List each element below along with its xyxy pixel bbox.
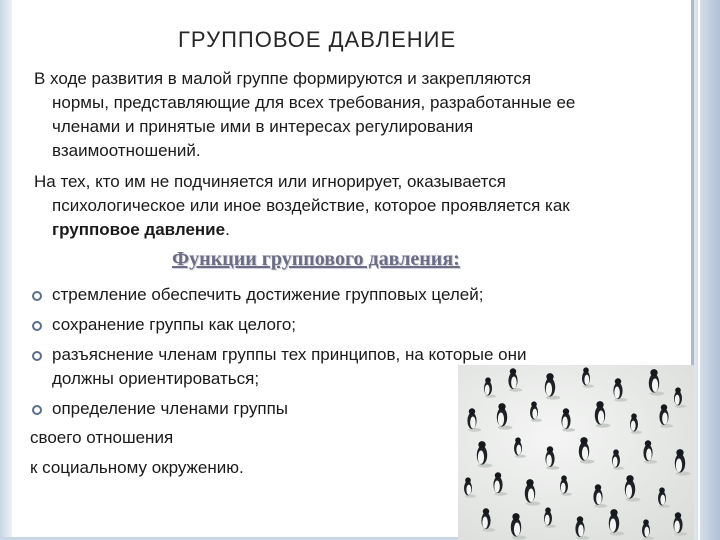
penguin-figure: [674, 387, 686, 407]
paragraph-line: психологическое или иное воздействие, которое проявляется как: [52, 196, 570, 215]
slide-frame-right: [691, 0, 720, 540]
bullet-circle-icon: [32, 291, 42, 301]
list-item-text: стремление обеспечить достижение групповых целей;: [52, 285, 484, 304]
list-item-text: сохранение группы как целого;: [52, 315, 297, 334]
list-item-text: определение членами группы: [52, 399, 289, 418]
list-item-text: разъяснение членам группы тех принципов, на которые они: [52, 345, 527, 364]
penguins-illustration: [458, 365, 694, 540]
paragraph-line: членами и принятые ими в интересах регулирования: [52, 117, 474, 136]
functions-subheading: Функции группового давления:: [172, 248, 460, 270]
penguin-figure: [630, 413, 642, 433]
paragraph-line: В ходе развития в малой группе формируются и закрепляются: [34, 69, 532, 88]
penguin-figure: [464, 477, 476, 497]
slide-frame-left: [0, 0, 12, 540]
penguin-figure: [658, 487, 670, 507]
penguins-photo: [458, 365, 694, 540]
penguin-figure: [649, 369, 665, 396]
slide-title: ГРУППОВОЕ ДАВЛЕНИЕ: [178, 27, 457, 52]
list-item: [30, 283, 670, 307]
penguin-figure: [545, 373, 561, 400]
penguin-figure: [643, 440, 657, 463]
penguin-figure: [508, 368, 522, 391]
paragraph-norms: [34, 67, 654, 163]
paragraph-line: взаимоотношений.: [52, 141, 201, 160]
penguin-figure: [514, 437, 526, 457]
bullet-circle-icon: [32, 405, 42, 415]
penguin-figure: [560, 475, 572, 495]
list-item-text: должны ориентироваться;: [52, 369, 260, 388]
bullet-circle-icon: [32, 321, 42, 331]
continuation-line: своего отношения: [30, 428, 174, 447]
penguin-figure: [481, 508, 495, 531]
penguin-figure: [544, 507, 556, 527]
penguin-figure: [497, 403, 513, 430]
penguin-figure: [613, 378, 627, 401]
penguin-figure: [530, 401, 542, 421]
penguin-figure: [493, 472, 507, 495]
penguin-figure: [659, 404, 673, 427]
penguin-figure: [673, 512, 687, 535]
penguin-figure: [477, 441, 493, 468]
penguin-figure: [595, 401, 611, 428]
penguin-figure: [484, 377, 496, 397]
paragraph-pressure: [34, 170, 654, 242]
penguin-figure: [625, 475, 641, 502]
penguin-figure: [609, 509, 625, 536]
penguin-figure: [642, 519, 654, 539]
penguin-figure: [579, 437, 595, 464]
penguin-figure: [511, 513, 527, 540]
list-item: [30, 313, 670, 337]
paragraph-line: На тех, кто им не подчиняется или игнорирует, оказывается: [34, 172, 506, 191]
paragraph-line: [34, 218, 654, 242]
penguin-figure: [675, 449, 691, 476]
continuation-line: к социальному окружению.: [30, 458, 244, 477]
penguin-figure: [561, 408, 575, 431]
penguin-figure: [612, 449, 624, 469]
penguin-figure: [467, 408, 481, 431]
bullet-circle-icon: [32, 351, 42, 361]
emphasis-term: групповое давление: [52, 220, 226, 239]
penguin-figure: [545, 446, 559, 469]
penguin-figure: [525, 479, 541, 506]
sentence-end: .: [225, 220, 230, 239]
penguin-figure: [575, 516, 589, 539]
penguin-figure: [593, 484, 607, 507]
penguin-figure: [582, 367, 594, 387]
paragraph-line: нормы, представляющие для всех требования, разработанные ее: [52, 93, 576, 112]
